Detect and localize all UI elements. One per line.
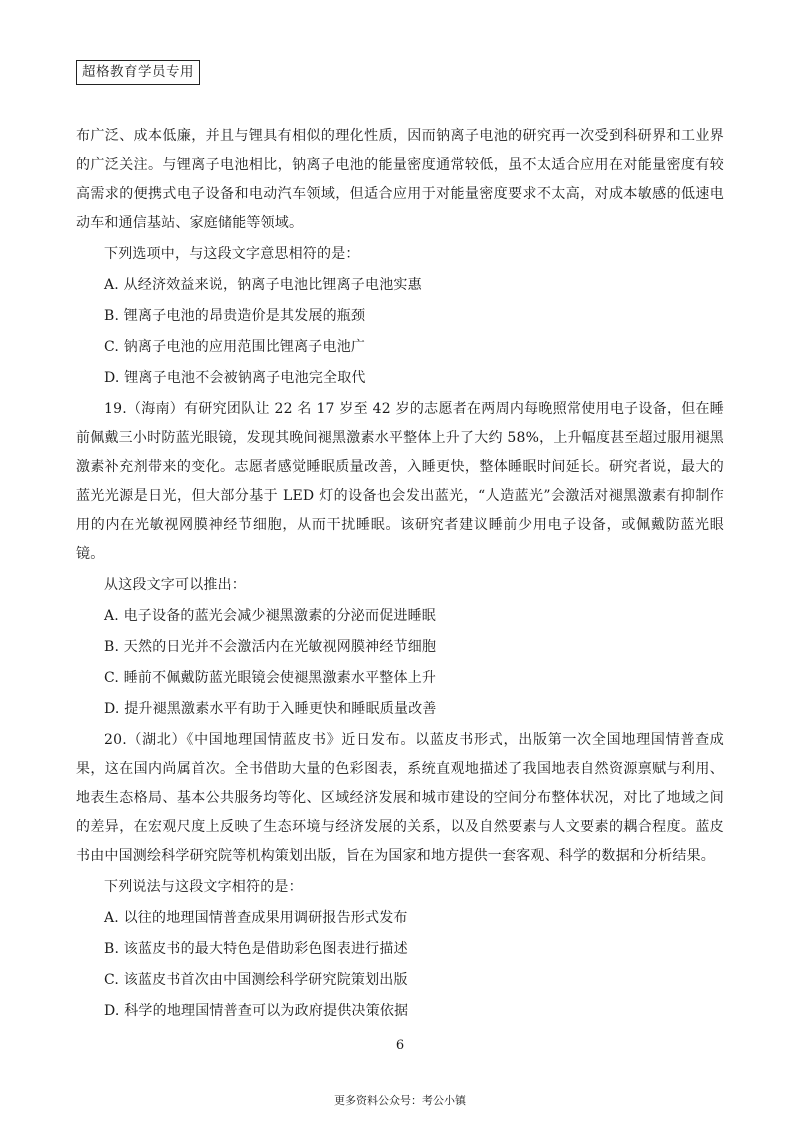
q20-paragraph: 20.（湖北）《中国地理国情蓝皮书》近日发布。以蓝皮书形式，出版第一次全国地理国情普查成果，这在国内尚属首次。全书借助大量的色彩图表，系统直观地描述了我国地表自然资源禀赋与利用、地表生态格局、基本公共服务均等化、区域经济发展和城市建设的空间分布整体状况，对比了地域之间的差异，在宏观尺度上反映了生态环境与经济发展的关系，以及自然要素与人文要素的耦合程度。蓝皮书由中国测绘科学研究院等机构策划出版，旨在为国家和地方提供一套客观、科学的数据和分析结果。 (76, 732, 724, 864)
q18-paragraph: 布广泛、成本低廉，并且与锂具有相似的理化性质，因而钠离子电池的研究再一次受到科研界和工业界的广泛关注。与锂离子电池相比，钠离子电池的能量密度通常较低，虽不太适合应用在对能量密度有较高需求的便携式电子设备和电动汽车领域，但适合应用于对能量密度要求不太高，对成本敏感的低速电动车和通信基站、家庭储能等领域。 (76, 128, 724, 231)
q19-option-a: A. 电子设备的蓝光会减少褪黑激素的分泌而促进睡眠 (104, 608, 437, 624)
q19-prompt: 从这段文字可以推出： (104, 577, 246, 593)
q18-option-d: D. 锂离子电池不会被钠离子电池完全取代 (104, 370, 366, 386)
q20-option-d: D. 科学的地理国情普查可以为政府提供决策依据 (104, 1003, 409, 1019)
footer-note: 更多资料公众号：考公小镇 (334, 1094, 466, 1107)
q19-paragraph: 19.（海南）有研究团队让 22 名 17 岁至 42 岁的志愿者在两周内每晚照常使用电子设备，但在睡前佩戴三小时防蓝光眼镜，发现其晚间褪黑激素水平整体上升了大约 58%，上升幅度甚至超过服用褪黑激素补充剂带来的变化。志愿者感觉睡眠质量改善，入睡更快，整体睡眠时间延长。研究者说，最大的蓝光光源是日光，但大部分基于 LED 灯的设备也会发出蓝光，“人造蓝光”会激活对褪黑激素有抑制作用的内在光敏视网膜神经节细胞，从而干扰睡眠。该研究者建议睡前少用电子设备，或佩戴防蓝光眼镜。 (76, 401, 724, 562)
q19-option-b: B. 天然的日光并不会激活内在光敏视网膜神经节细胞 (104, 639, 437, 655)
q18-option-c: C. 钠离子电池的应用范围比锂离子电池广 (104, 339, 366, 355)
q18-prompt: 下列选项中，与这段文字意思相符的是： (104, 246, 360, 262)
q19-option-d: D. 提升褪黑激素水平有助于入睡更快和睡眠质量改善 (104, 701, 437, 717)
page-number: 6 (395, 1038, 405, 1053)
q20-option-b: B. 该蓝皮书的最大特色是借助彩色图表进行描述 (104, 941, 408, 957)
q20-option-c: C. 该蓝皮书首次由中国测绘科学研究院策划出版 (104, 972, 408, 988)
q20-prompt: 下列说法与这段文字相符的是： (104, 879, 303, 895)
q19-option-c: C. 睡前不佩戴防蓝光眼镜会使褪黑激素水平整体上升 (104, 670, 437, 686)
document-body (76, 122, 724, 1028)
q18-option-b: B. 锂离子电池的昂贵造价是其发展的瓶颈 (104, 308, 366, 324)
header-tag: 超格教育学员专用 (76, 60, 200, 85)
q18-option-a: A. 从经济效益来说，钠离子电池比锂离子电池实惠 (104, 277, 422, 293)
q20-option-a: A. 以往的地理国情普查成果用调研报告形式发布 (104, 910, 408, 926)
